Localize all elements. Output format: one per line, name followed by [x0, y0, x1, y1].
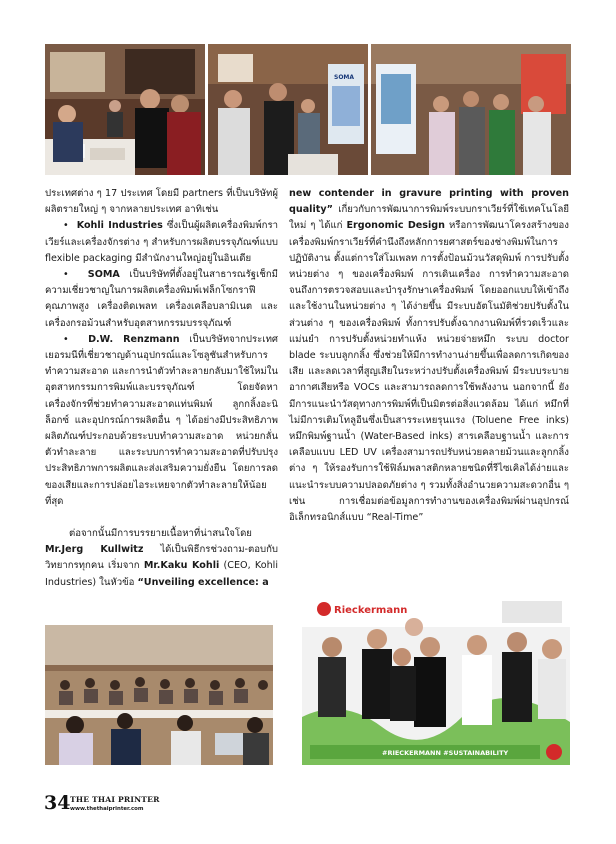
magazine-url[interactable]: www.thethaiprinter.com	[70, 806, 144, 812]
text: หรือการพัฒนาโครงสร้างของเครื่องพิมพ์กราเวียร์ที่คำนึงถึงหลักการยศาสตร์ของช่างพิมพ์ในการปฏิบัติงาน ตั้งแต่การใส่โมเพลท การตั้งป้อนม้วนวัสดุพิมพ์ การปรับตั้งหน่วยต่าง ๆ ของเครื่องพิมพ์ การเดินเครื่อง การทำความสะอาด จนถึงการตรวจสอบและบำรุงรักษาเครื่องพิมพ์ โดยออกแบบให้เข้าถึงและใช้งานในหน่วยต่าง ๆ ได้ง่ายขึ้น มีระบบอัตโนมัติช่วยปรับตั้งในส่วนต่าง ๆ ของเครื่องพิมพ์ ทั้งการปรับตั้งฉากงานพิมพ์ที่รวดเร็วและแม่นยำ การปรับตั้งหน่วยทำแห้ง หน่วยจ่ายหมึก ระบบ doctor blade ระบบลูกกลิ้ง ซึ่งช่วยให้มีการทำงานง่ายขึ้นเพื่อลดการเกิดของเสีย และลดเวลาที่สูญเสียในระหว่างปรับตั้งเครื่องพิมพ์ มีระบบระบายอากาศเสียหรือ VOCs และสามารถลดการใช้พลังงาน นอกจากนี้ ยังมีการแนะนำวัสดุทางการพิมพ์ที่เป็นมิตรต่อสิ่งแวดล้อม ได้แก่ หมึกที่ไม่มีการเติมโทลูอีนซึ่งเป็นสารระเหยรุนแรง (Toluene Free inks) หมึกพิมพ์ฐานน้ำ (Water-Based inks) สารเคลือบฐานน้ำ และการเคลือบแบบ LED UV เครื่องสามารถปรับหน่วยคลายม้วนและลูกกลิ้งต่าง ๆ ให้รองรับการใช้ฟิล์มพลาสติกหลายชนิดที่รีไซเคิลได้ง่ายและแนะนำระบบความปลอดภัยต่าง ๆ รวมทั้งสิ่งอำนวยความสะดวกอื่น ๆ เช่น การเชื่อมต่อข้อมูลการทำงานของเครื่องพิมพ์ผ่านอุปกรณ์อิเล็กทรอนิกส์แบบ “Real-Time”	[289, 220, 569, 524]
audience-photo	[45, 625, 273, 765]
right-column	[289, 186, 569, 526]
top-photo-1	[45, 44, 205, 175]
company-name: Kohli Industries	[76, 220, 163, 232]
group-photo	[302, 597, 570, 765]
ergonomic-design-term: Ergonomic Design	[346, 220, 445, 232]
text: ได้เป็นพิธีกรช่วงถาม-ตอบกับวิทยากรทุกคน เริ่มจาก	[45, 544, 278, 572]
company-name: SOMA	[87, 269, 120, 281]
speaker-name: Mr.Kaku Kohli	[143, 560, 220, 572]
speaker-paragraph	[45, 526, 278, 591]
text: ต่อจากนั้นมีการบรรยายเนื้อหาที่น่าสนใจโดย	[69, 528, 252, 540]
bullet-kohli: • Kohli Industries ซึ่งเป็นผู้ผลิตเครื่องพิมพ์กราเวียร์และเครื่องจักรต่าง ๆ สำหรับการผลิตบรรจุภัณฑ์แบบ flexible packaging มีสำนักงานใหญ่อยู่ในอินเดีย	[45, 220, 278, 264]
text: เกี่ยวกับการพัฒนาการพิมพ์ระบบกราเวียร์ที่ใช้เทคโนโลยีใหม่ ๆ ได้แก่	[289, 204, 569, 232]
speaker-name: Mr.Jerg Kullwitz	[45, 544, 144, 556]
bullet-soma: • SOMA เป็นบริษัทที่ตั้งอยู่ในสาธารณรัฐเช็กมีความเชี่ยวชาญในการผลิตเครื่องพิมพ์เฟล็กโซกราฟีคุณภาพสูง เครื่องติดเพลท เครื่องเคลือบลามิเนต และเครื่องกรอม้วนสำหรับอุตสาหกรรมบรรจุภัณฑ์	[45, 269, 278, 329]
bullet-text: เป็นบริษัทที่ตั้งอยู่ในสาธารณรัฐเช็กมีความเชี่ยวชาญในการผลิตเครื่องพิมพ์เฟล็กโซกราฟีคุณภาพสูง เครื่องติดเพลท เครื่องเคลือบลามิเนต และเครื่องกรอม้วนสำหรับอุตสาหกรรมบรรจุภัณฑ์	[45, 269, 278, 329]
talk-title-continued: new contender in gravure printing with proven quality”	[289, 188, 569, 216]
talk-description	[289, 186, 569, 526]
hashtag-text: #RIECKERMANN #SUSTAINABILITY	[382, 749, 509, 757]
bullet-text: เป็นบริษัทจากประเทศเยอรมนีที่เชี่ยวชาญด้านอุปกรณ์และโซลูชันสำหรับการทำความสะอาด และการนำตัวทำละลายกลับมาใช้ใหม่ในอุตสาหกรรมการพิมพ์และบรรจุภัณฑ์ โดยจัดหาเครื่องจักรที่ช่วยทำความสะอาดแท่นพิมพ์ ลูกกลิ้งอะนิล็อกซ์ และอุปกรณ์การผลิตอื่น ๆ ได้อย่างมีประสิทธิภาพ ผลิตภัณฑ์ประกอบด้วยระบบทำความสะอาด หน่วยกลั่นตัวทำละลาย และระบบการทำความสะอาดที่ปรับปรุงประสิทธิภาพการผลิตและส่งเสริมความยั่งยืน โดยการลดของเสียและการปล่อยไอระเหยจากตัวทำละลายให้น้อยที่สุด	[45, 333, 278, 507]
soma-banner-label: SOMA	[334, 74, 355, 81]
magazine-name: THE THAI PRINTER	[70, 795, 160, 804]
page-number: 34	[44, 792, 71, 814]
text: (CEO, Kohli Industries) ในหัวข้อ	[45, 560, 278, 588]
company-name: D.W. Renzmann	[88, 333, 180, 345]
top-photo-3	[371, 44, 571, 175]
rieckermann-logo-text: Rieckermann	[334, 605, 408, 616]
talk-title: “Unveiling excellence: a	[137, 576, 269, 588]
bullet-renzmann: • D.W. Renzmann เป็นบริษัทจากประเทศเยอรมนีที่เชี่ยวชาญด้านอุปกรณ์และโซลูชันสำหรับการทำความสะอาด และการนำตัวทำละลายกลับมาใช้ใหม่ในอุตสาหกรรมการพิมพ์และบรรจุภัณฑ์ โดยจัดหาเครื่องจักรที่ช่วยทำความสะอาดแท่นพิมพ์ ลูกกลิ้งอะนิล็อกซ์ และอุปกรณ์การผลิตอื่น ๆ ได้อย่างมีประสิทธิภาพ ผลิตภัณฑ์ประกอบด้วยระบบทำความสะอาด หน่วยกลั่นตัวทำละลาย และระบบการทำความสะอาดที่ปรับปรุงประสิทธิภาพการผลิตและส่งเสริมความยั่งยืน โดยการลดของเสียและการปล่อยไอระเหยจากตัวทำละลายให้น้อยที่สุด	[45, 333, 278, 507]
left-column	[45, 186, 278, 591]
spacer	[45, 510, 278, 526]
top-photo-2	[208, 44, 368, 175]
bullet-text: ซึ่งเป็นผู้ผลิตเครื่องพิมพ์กราเวียร์และเครื่องจักรต่าง ๆ สำหรับการผลิตบรรจุภัณฑ์แบบ flexible packaging มีสำนักงานใหญ่อยู่ในอินเดีย	[45, 220, 278, 264]
intro-paragraph: ประเทศต่าง ๆ 17 ประเทศ โดยมี partners ที่เป็นบริษัทผู้ผลิตรายใหญ่ ๆ จากหลายประเทศ อาทิเช่น	[45, 188, 278, 216]
